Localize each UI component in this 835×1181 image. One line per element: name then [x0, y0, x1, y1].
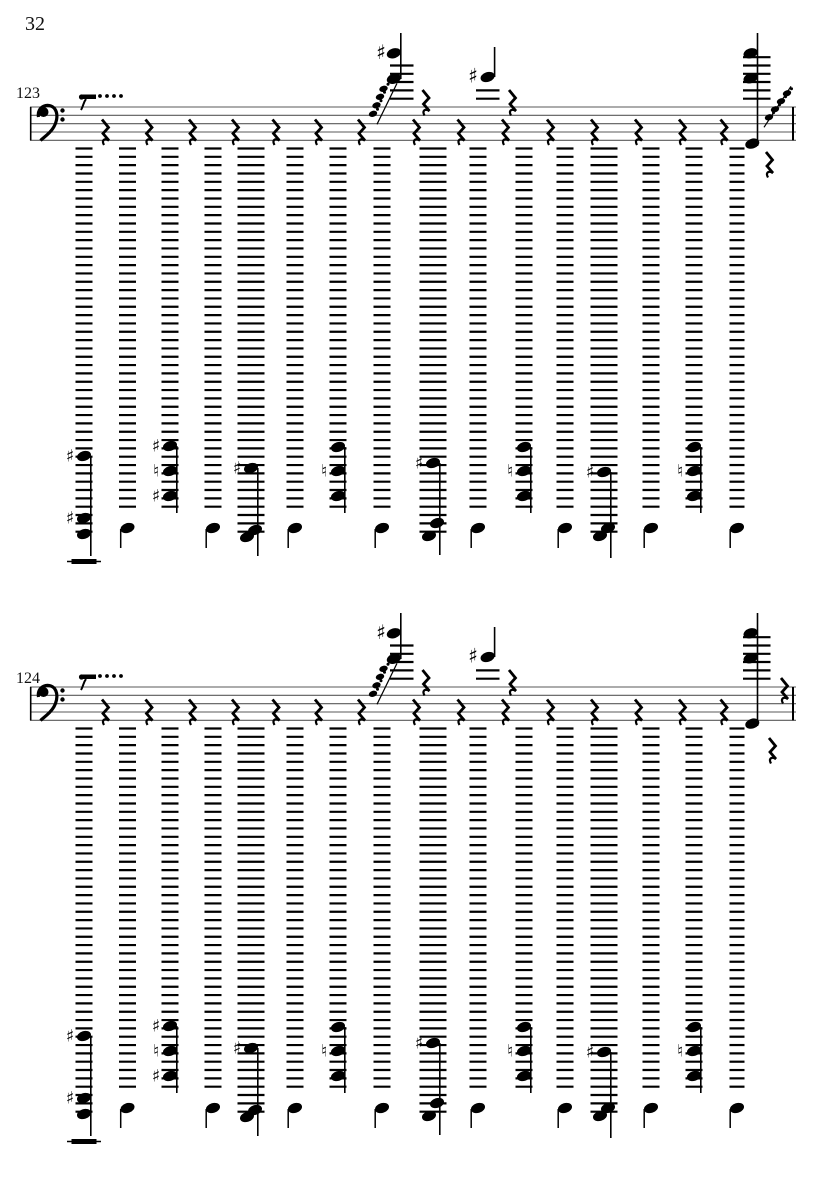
- svg-text:♯: ♯: [65, 1088, 75, 1109]
- ledger-column-15: [677, 149, 703, 514]
- ledger-column-1: [66, 729, 101, 1145]
- ledger-column-4: [205, 729, 222, 1129]
- measure-number-123: 123: [16, 85, 40, 102]
- ledger-column-3: [152, 729, 179, 1094]
- svg-text:♯: ♯: [151, 1016, 161, 1037]
- svg-text:♯: ♯: [151, 436, 161, 457]
- svg-text:♮: ♮: [506, 461, 514, 482]
- svg-text:♯: ♯: [414, 1033, 424, 1054]
- page-number: 32: [25, 13, 45, 35]
- ledger-column-11: [507, 149, 533, 514]
- svg-text:♮: ♮: [506, 1041, 514, 1062]
- bass-clef-icon: [38, 105, 64, 140]
- ledger-column-13: [586, 729, 618, 1139]
- ledger-column-6: [287, 729, 304, 1129]
- svg-text:♯: ♯: [65, 446, 75, 467]
- svg-text:♯: ♯: [232, 1038, 242, 1059]
- ledger-column-9: [415, 729, 447, 1136]
- ledger-column-8: [374, 149, 391, 549]
- svg-text:♮: ♮: [152, 1041, 160, 1062]
- ledger-column-10: [470, 149, 487, 549]
- ledger-column-12: [557, 729, 574, 1129]
- svg-text:♯: ♯: [585, 1042, 595, 1063]
- svg-text:♮: ♮: [676, 1041, 684, 1062]
- ledger-column-3: [152, 149, 179, 514]
- svg-text:♮: ♮: [320, 1041, 328, 1062]
- svg-text:♮: ♮: [320, 461, 328, 482]
- ledger-column-15: [677, 729, 703, 1094]
- svg-text:♯: ♯: [376, 619, 386, 644]
- ledger-column-11: [507, 729, 533, 1094]
- ledger-column-9: [415, 149, 447, 556]
- ledger-column-2: [119, 149, 136, 549]
- ledger-column-7: [321, 149, 347, 514]
- svg-text:♯: ♯: [414, 453, 424, 474]
- ledger-column-13: [586, 149, 618, 559]
- svg-text:♯: ♯: [151, 486, 161, 507]
- svg-text:♯: ♯: [585, 462, 595, 483]
- ledger-column-12: [557, 149, 574, 549]
- bass-clef-icon: [38, 685, 64, 720]
- svg-text:♯: ♯: [376, 39, 386, 64]
- svg-text:♯: ♯: [468, 63, 478, 88]
- ledger-column-4: [205, 149, 222, 549]
- system-measure-124: [30, 613, 796, 1144]
- ledger-column-16: [729, 729, 746, 1129]
- ledger-column-6: [287, 149, 304, 549]
- svg-text:♮: ♮: [676, 461, 684, 482]
- ledger-column-2: [119, 729, 136, 1129]
- ledger-column-5: [233, 729, 265, 1137]
- svg-text:♯: ♯: [151, 1066, 161, 1087]
- ledger-column-14: [643, 729, 660, 1129]
- svg-text:♮: ♮: [152, 461, 160, 482]
- svg-text:♯: ♯: [468, 643, 478, 668]
- svg-text:♯: ♯: [65, 1026, 75, 1047]
- ledger-column-5: [233, 149, 265, 557]
- ledger-column-1: [66, 149, 101, 565]
- ledger-column-8: [374, 729, 391, 1129]
- ledger-column-14: [643, 149, 660, 549]
- ledger-column-10: [470, 729, 487, 1129]
- svg-text:♯: ♯: [232, 458, 242, 479]
- ledger-column-7: [321, 729, 347, 1094]
- ledger-column-16: [729, 149, 746, 549]
- measure-number-124: 124: [16, 670, 40, 687]
- system-measure-123: [30, 33, 796, 564]
- svg-text:♯: ♯: [65, 508, 75, 529]
